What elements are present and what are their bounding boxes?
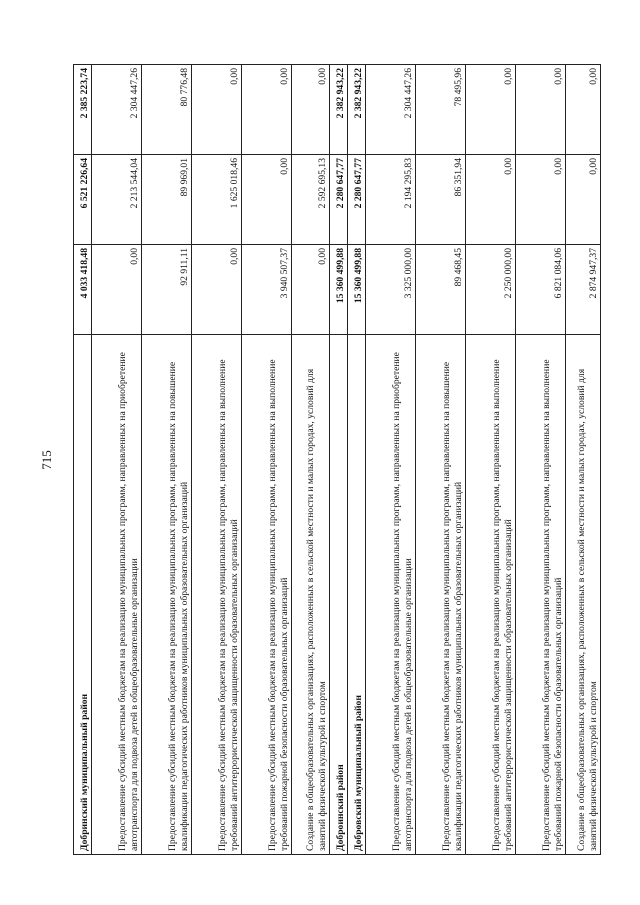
row-value-3-cell: 0,00	[242, 65, 292, 155]
row-name-cell: Добринский муниципальный район	[74, 335, 92, 855]
budget-table-body	[74, 65, 601, 855]
row-value-2-cell: 86 351,94	[416, 155, 466, 245]
row-name-cell: Доброинский район	[330, 335, 348, 855]
row-value-1-cell: 0,00	[92, 245, 142, 335]
row-value-3-cell: 80 776,48	[142, 65, 192, 155]
row-value-2-cell: 2 592 695,13	[292, 155, 330, 245]
row-name-cell: Предоставление субсидий местным бюджетам на реализацию муниципальных программ, направленных на выполнение требований пожарной безопасности образовательных организаций	[242, 335, 292, 855]
row-value-3-cell: 2 304 447,26	[92, 65, 142, 155]
row-value-2-cell: 2 194 295,83	[366, 155, 416, 245]
row-value-3-cell: 0,00	[192, 65, 242, 155]
row-value-3-cell: 2 382 943,22	[330, 65, 348, 155]
row-value-2-cell: 2 280 647,77	[348, 155, 366, 245]
row-name-cell: Предоставление субсидий местным бюджетам на реализацию муниципальных программ, направленных на повышение квалификации педагогических работников муниципальных образовательных организаций	[142, 335, 192, 855]
row-value-2-cell: 2 280 647,77	[330, 155, 348, 245]
table-row	[242, 65, 292, 855]
page-number: 715	[39, 450, 54, 470]
row-value-3-cell: 2 304 447,26	[366, 65, 416, 155]
row-value-2-cell: 2 213 544,04	[92, 155, 142, 245]
row-value-1-cell: 0,00	[192, 245, 242, 335]
row-name-cell: Предоставление субсидий местным бюджетам на реализацию муниципальных программ, направленных на приобретение автотранспорта для подвоза детей в общеобразовательные организации	[366, 335, 416, 855]
table-row	[516, 65, 566, 855]
row-name-cell: Создание в общеобразовательных организациях, расположенных в сельской местности и малых городах, условий для занятий физической культурой и спортом	[566, 335, 601, 855]
table-row-district	[330, 65, 348, 855]
row-value-2-cell: 0,00	[566, 155, 601, 245]
row-name-cell: Предоставление субсидий местным бюджетам на реализацию муниципальных программ, направленных на выполнение требований пожарной безопасности образовательных организаций	[516, 335, 566, 855]
row-value-3-cell: 0,00	[516, 65, 566, 155]
table-row-district	[74, 65, 92, 855]
row-value-3-cell: 2 385 223,74	[74, 65, 92, 155]
row-value-1-cell: 6 821 084,06	[516, 245, 566, 335]
row-value-2-cell: 0,00	[242, 155, 292, 245]
budget-table	[73, 64, 601, 855]
row-value-2-cell: 1 625 018,46	[192, 155, 242, 245]
row-value-2-cell: 6 521 226,64	[74, 155, 92, 245]
row-name-cell: Добровский муниципальный район	[348, 335, 366, 855]
row-value-1-cell: 0,00	[292, 245, 330, 335]
row-value-1-cell: 15 360 499,88	[348, 245, 366, 335]
row-value-1-cell: 3 940 507,37	[242, 245, 292, 335]
table-row	[192, 65, 242, 855]
row-value-1-cell: 3 325 000,00	[366, 245, 416, 335]
row-value-2-cell: 0,00	[466, 155, 516, 245]
table-row	[92, 65, 142, 855]
row-name-cell: Предоставление субсидий местным бюджетам на реализацию муниципальных программ, направленных на приобретение автотранспорта для подвоза детей в общеобразовательные организации	[92, 335, 142, 855]
row-value-1-cell: 15 360 499,88	[330, 245, 348, 335]
table-row	[292, 65, 330, 855]
table-row	[566, 65, 601, 855]
row-value-3-cell: 2 382 943,22	[348, 65, 366, 155]
row-name-cell: Предоставление субсидий местным бюджетам на реализацию муниципальных программ, направленных на выполнение требований антитеррористической защищенности образовательных организаций	[192, 335, 242, 855]
row-value-1-cell: 2 874 947,37	[566, 245, 601, 335]
table-row-district	[348, 65, 366, 855]
row-value-3-cell: 0,00	[292, 65, 330, 155]
row-value-1-cell: 92 911,11	[142, 245, 192, 335]
row-name-cell: Предоставление субсидий местным бюджетам на реализацию муниципальных программ, направленных на выполнение требований антитеррористической защищенности образовательных организаций	[466, 335, 516, 855]
row-name-cell: Предоставление субсидий местным бюджетам на реализацию муниципальных программ, направленных на повышение квалификации педагогических работников муниципальных образовательных организаций	[416, 335, 466, 855]
row-value-3-cell: 0,00	[566, 65, 601, 155]
row-name-cell: Создание в общеобразовательных организациях, расположенных в сельской местности и малых городах, условий для занятий физической культурой и спортом	[292, 335, 330, 855]
row-value-3-cell: 0,00	[466, 65, 516, 155]
table-row	[416, 65, 466, 855]
row-value-2-cell: 0,00	[516, 155, 566, 245]
table-row	[466, 65, 516, 855]
rotated-table-wrapper	[73, 65, 603, 855]
row-value-1-cell: 89 468,45	[416, 245, 466, 335]
row-value-3-cell: 78 495,96	[416, 65, 466, 155]
row-value-1-cell: 4 033 418,48	[74, 245, 92, 335]
row-value-1-cell: 2 250 000,00	[466, 245, 516, 335]
table-row	[142, 65, 192, 855]
table-row	[366, 65, 416, 855]
row-value-2-cell: 89 969,01	[142, 155, 192, 245]
